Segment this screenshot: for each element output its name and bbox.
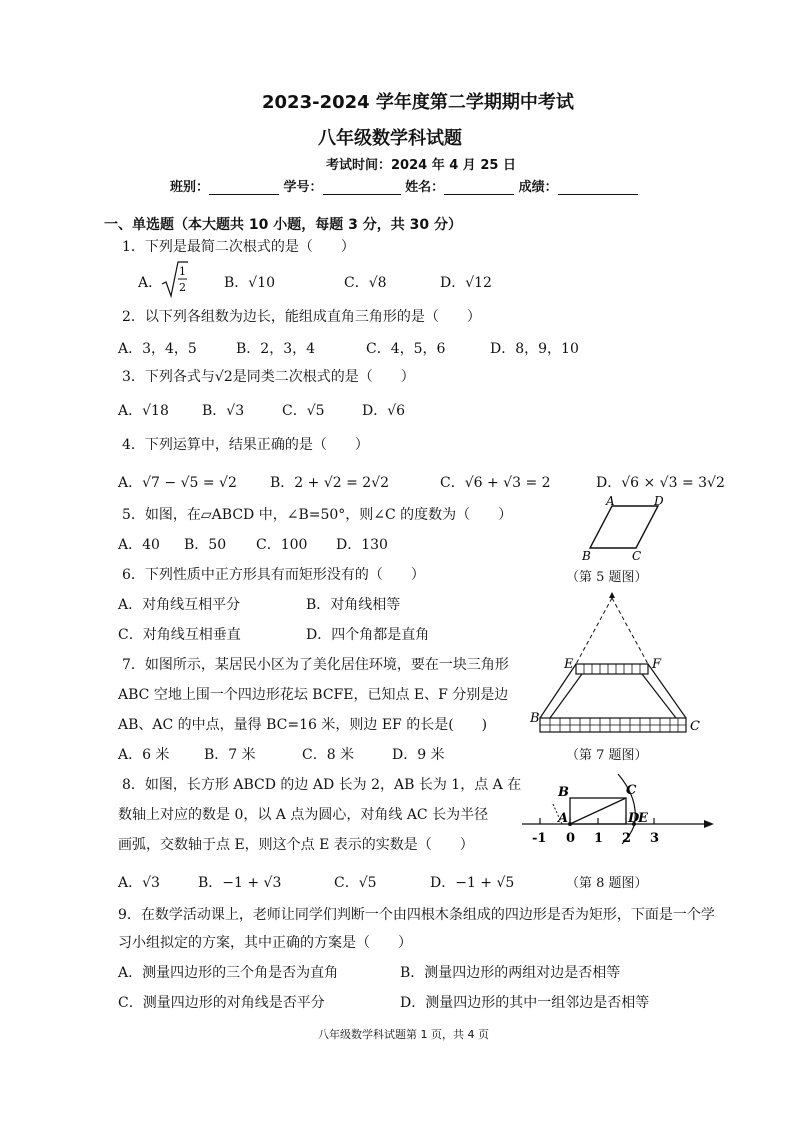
student-id-blank <box>323 180 401 195</box>
q8-label-c: C <box>626 783 637 798</box>
q7-line2: ABC 空地上围一个四边形花坛 BCFE，已知点 E、F 分别是边 <box>118 687 509 703</box>
q8-label-d: D <box>628 811 640 826</box>
q6-option-a: A．对角线互相平分 <box>118 597 241 613</box>
q8-line1: 8．如图，长方形 ABCD 的边 AD 长为 2，AB 长为 1，点 A 在 <box>122 777 522 793</box>
q4-option-c: C．√6 + √3 = 2 <box>440 475 551 491</box>
q8-option-b: B．−1 + √3 <box>198 875 282 891</box>
student-id-label: 学号： <box>283 180 323 195</box>
q7-option-a: A．6 米 <box>118 747 170 763</box>
q2-option-a: A．3，4，5 <box>118 341 197 357</box>
score-blank <box>558 180 638 195</box>
exam-title: 2023-2024 学年度第二学期期中考试 <box>262 92 574 113</box>
q4-stem: 4．下列运算中，结果正确的是（ ） <box>122 437 369 453</box>
q8-tick-2: 2 <box>622 831 632 846</box>
q6-option-d: D．四个角都是直角 <box>306 627 430 643</box>
q8-option-a: A．√3 <box>118 875 160 891</box>
q5-label-c: C <box>632 549 642 563</box>
q8-caption: （第 8 题图） <box>566 876 648 891</box>
q4-option-a: A．√7 − √5 = √2 <box>118 475 237 491</box>
q1-option-a: A． <box>138 275 163 291</box>
q7-label-f: F <box>652 657 662 672</box>
q7-line3: AB、AC 的中点，量得 BC=16 米，则边 EF 的长是( ) <box>118 717 488 733</box>
q7-label-b: B <box>530 711 540 726</box>
q6-option-c: C．对角线互相垂直 <box>118 627 241 643</box>
q5-option-a: A．40 <box>118 537 160 553</box>
q5-label-b: B <box>582 549 591 563</box>
q4-option-b: B．2 + √2 = 2√2 <box>270 475 390 491</box>
q4-option-d: D．√6 × √3 = 3√2 <box>596 475 725 491</box>
q5-label-a: A <box>606 494 615 508</box>
q8-label-b: B <box>558 785 569 800</box>
q8-option-d: D．−1 + √5 <box>430 875 515 891</box>
q3-stem: 3．下列各式与√2是同类二次根式的是（ ） <box>122 369 415 385</box>
q7-label-e: E <box>564 657 574 672</box>
q8-label-a: A <box>558 811 569 826</box>
q8-option-c: C．√5 <box>334 875 377 891</box>
info-fields <box>170 176 638 195</box>
q7-caption: （第 7 题图） <box>566 748 648 763</box>
q1-option-b: B．√10 <box>224 275 276 291</box>
name-label: 姓名： <box>405 180 445 195</box>
q3-option-b: B．√3 <box>202 403 245 419</box>
exam-time: 考试时间：2024 年 4 月 25 日 <box>326 158 516 173</box>
q1-numerator: 1 <box>179 265 186 278</box>
q8-tick-neg1: -1 <box>532 831 547 846</box>
q7-option-d: D．9 米 <box>392 747 445 763</box>
q8-line2: 数轴上对应的数是 0，以 A 点为圆心，对角线 AC 长为半径 <box>118 807 489 823</box>
q1-sqrt-half <box>160 260 190 300</box>
q5-parallelogram-figure <box>576 496 676 562</box>
q5-option-b: B．50 <box>184 537 227 553</box>
score-label: 成绩： <box>518 180 558 195</box>
q8-tick-1: 1 <box>594 831 604 846</box>
class-blank <box>209 180 279 195</box>
q6-stem: 6．下列性质中正方形具有而矩形没有的（ ） <box>122 567 425 583</box>
q6-option-b: B．对角线相等 <box>306 597 401 613</box>
q7-option-b: B．7 米 <box>204 747 256 763</box>
q1-denominator: 2 <box>179 281 186 294</box>
q7-line1: 7．如图所示，某居民小区为了美化居住环境，要在一块三角形 <box>122 657 509 673</box>
page-footer: 八年级数学科试题第 1 页，共 4 页 <box>318 1028 489 1041</box>
q7-label-c: C <box>690 719 700 734</box>
q8-tick-0: 0 <box>566 831 576 846</box>
q9-line2: 习小组拟定的方案，其中正确的方案是（ ） <box>118 935 412 951</box>
q2-option-c: C．4，5，6 <box>366 341 446 357</box>
q9-option-c: C．测量四边形的对角线是否平分 <box>118 995 325 1011</box>
exam-subtitle: 八年级数学科试题 <box>318 128 462 149</box>
q8-number-line-figure <box>518 770 718 850</box>
q8-label-e: E <box>638 811 648 826</box>
name-blank <box>444 180 514 195</box>
section-heading: 一、单选题（本大题共 10 小题，每题 3 分，共 30 分） <box>104 217 462 233</box>
q3-option-c: C．√5 <box>282 403 325 419</box>
q5-stem: 5．如图，在▱ABCD 中，∠B=50°，则∠C 的度数为（ ） <box>122 507 513 523</box>
q8-line3: 画弧，交数轴于点 E，则这个点 E 表示的实数是（ ） <box>118 837 474 853</box>
q3-option-d: D．√6 <box>362 403 406 419</box>
q9-option-d: D．测量四边形的其中一组邻边是否相等 <box>400 995 650 1011</box>
q5-label-d: D <box>654 494 664 508</box>
q5-option-d: D．130 <box>336 537 388 553</box>
q7-option-c: C．8 米 <box>302 747 355 763</box>
q3-option-a: A．√18 <box>118 403 169 419</box>
q9-option-a: A．测量四边形的三个角是否为直角 <box>118 965 339 981</box>
class-label: 班别： <box>170 180 210 195</box>
q2-option-d: D．8，9，10 <box>490 341 579 357</box>
q9-option-b: B．测量四边形的两组对边是否相等 <box>400 965 621 981</box>
q1-stem: 1．下列是最简二次根式的是（ ） <box>122 239 355 255</box>
q8-tick-3: 3 <box>650 831 660 846</box>
q5-option-c: C．100 <box>256 537 308 553</box>
q2-stem: 2．以下列各组数为边长，能组成直角三角形的是（ ） <box>122 309 481 325</box>
q7-garden-figure <box>530 590 710 740</box>
q5-caption: （第 5 题图） <box>566 570 648 585</box>
q9-line1: 9．在数学活动课上，老师让同学们判断一个由四根木条组成的四边形是否为矩形，下面是一个学 <box>118 907 715 923</box>
q2-option-b: B．2，3，4 <box>236 341 316 357</box>
q1-option-c: C．√8 <box>344 275 387 291</box>
q1-option-d: D．√12 <box>440 275 492 291</box>
